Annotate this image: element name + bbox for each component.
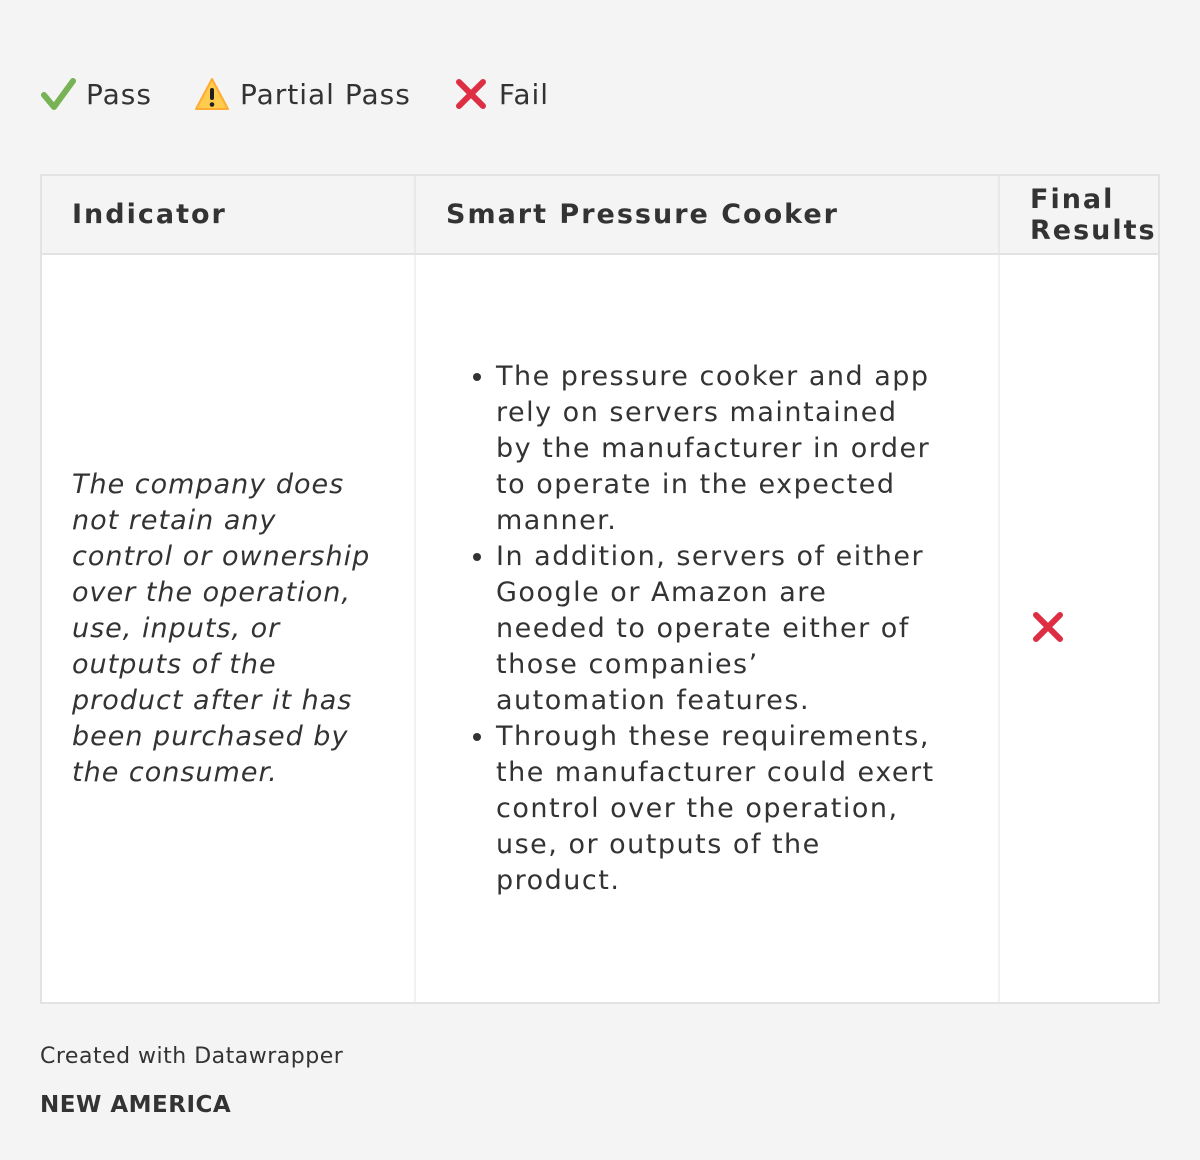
legend-item-partial-pass	[194, 76, 411, 112]
table-header-row	[42, 176, 1158, 254]
list-item: • The pressure cooker and app rely on servers maintained by the manufacturer in order to operate in the expected manner.	[496, 359, 938, 539]
check-icon	[40, 76, 76, 112]
list-item: • In addition, servers of either Google or Amazon are needed to operate either of those companies’ automation features.	[496, 539, 938, 719]
warning-icon	[194, 76, 230, 112]
results-table	[40, 174, 1160, 1004]
legend-label-fail: Fail	[498, 77, 550, 111]
indicator-cell	[42, 254, 415, 1002]
legend	[40, 76, 591, 112]
header-smart-pressure-cooker: Smart Pressure Cooker	[415, 176, 999, 254]
header-indicator: Indicator	[42, 176, 415, 254]
details-list	[416, 359, 938, 899]
legend-label-partial-pass: Partial Pass	[239, 77, 411, 111]
legend-item-pass	[40, 76, 152, 112]
brand-logo-text: NEW AMERICA	[40, 1092, 232, 1118]
details-cell	[415, 254, 999, 1002]
list-item: • Through these requirements, the manufacturer could exert control over the operation, use, or outputs of the product.	[496, 719, 938, 899]
table-row	[42, 254, 1158, 1002]
header-final-results: Final Results	[999, 176, 1158, 254]
credit-text: Created with Datawrapper	[40, 1044, 344, 1069]
result-cell	[999, 254, 1158, 1002]
cross-icon	[1030, 609, 1066, 645]
legend-label-pass: Pass	[86, 77, 152, 111]
indicator-text: The company does not retain any control or ownership over the operation, use, inputs, or outputs of the product after it has been purchased by the consumer.	[72, 468, 371, 788]
cross-icon	[453, 76, 489, 112]
legend-item-fail	[453, 76, 549, 112]
